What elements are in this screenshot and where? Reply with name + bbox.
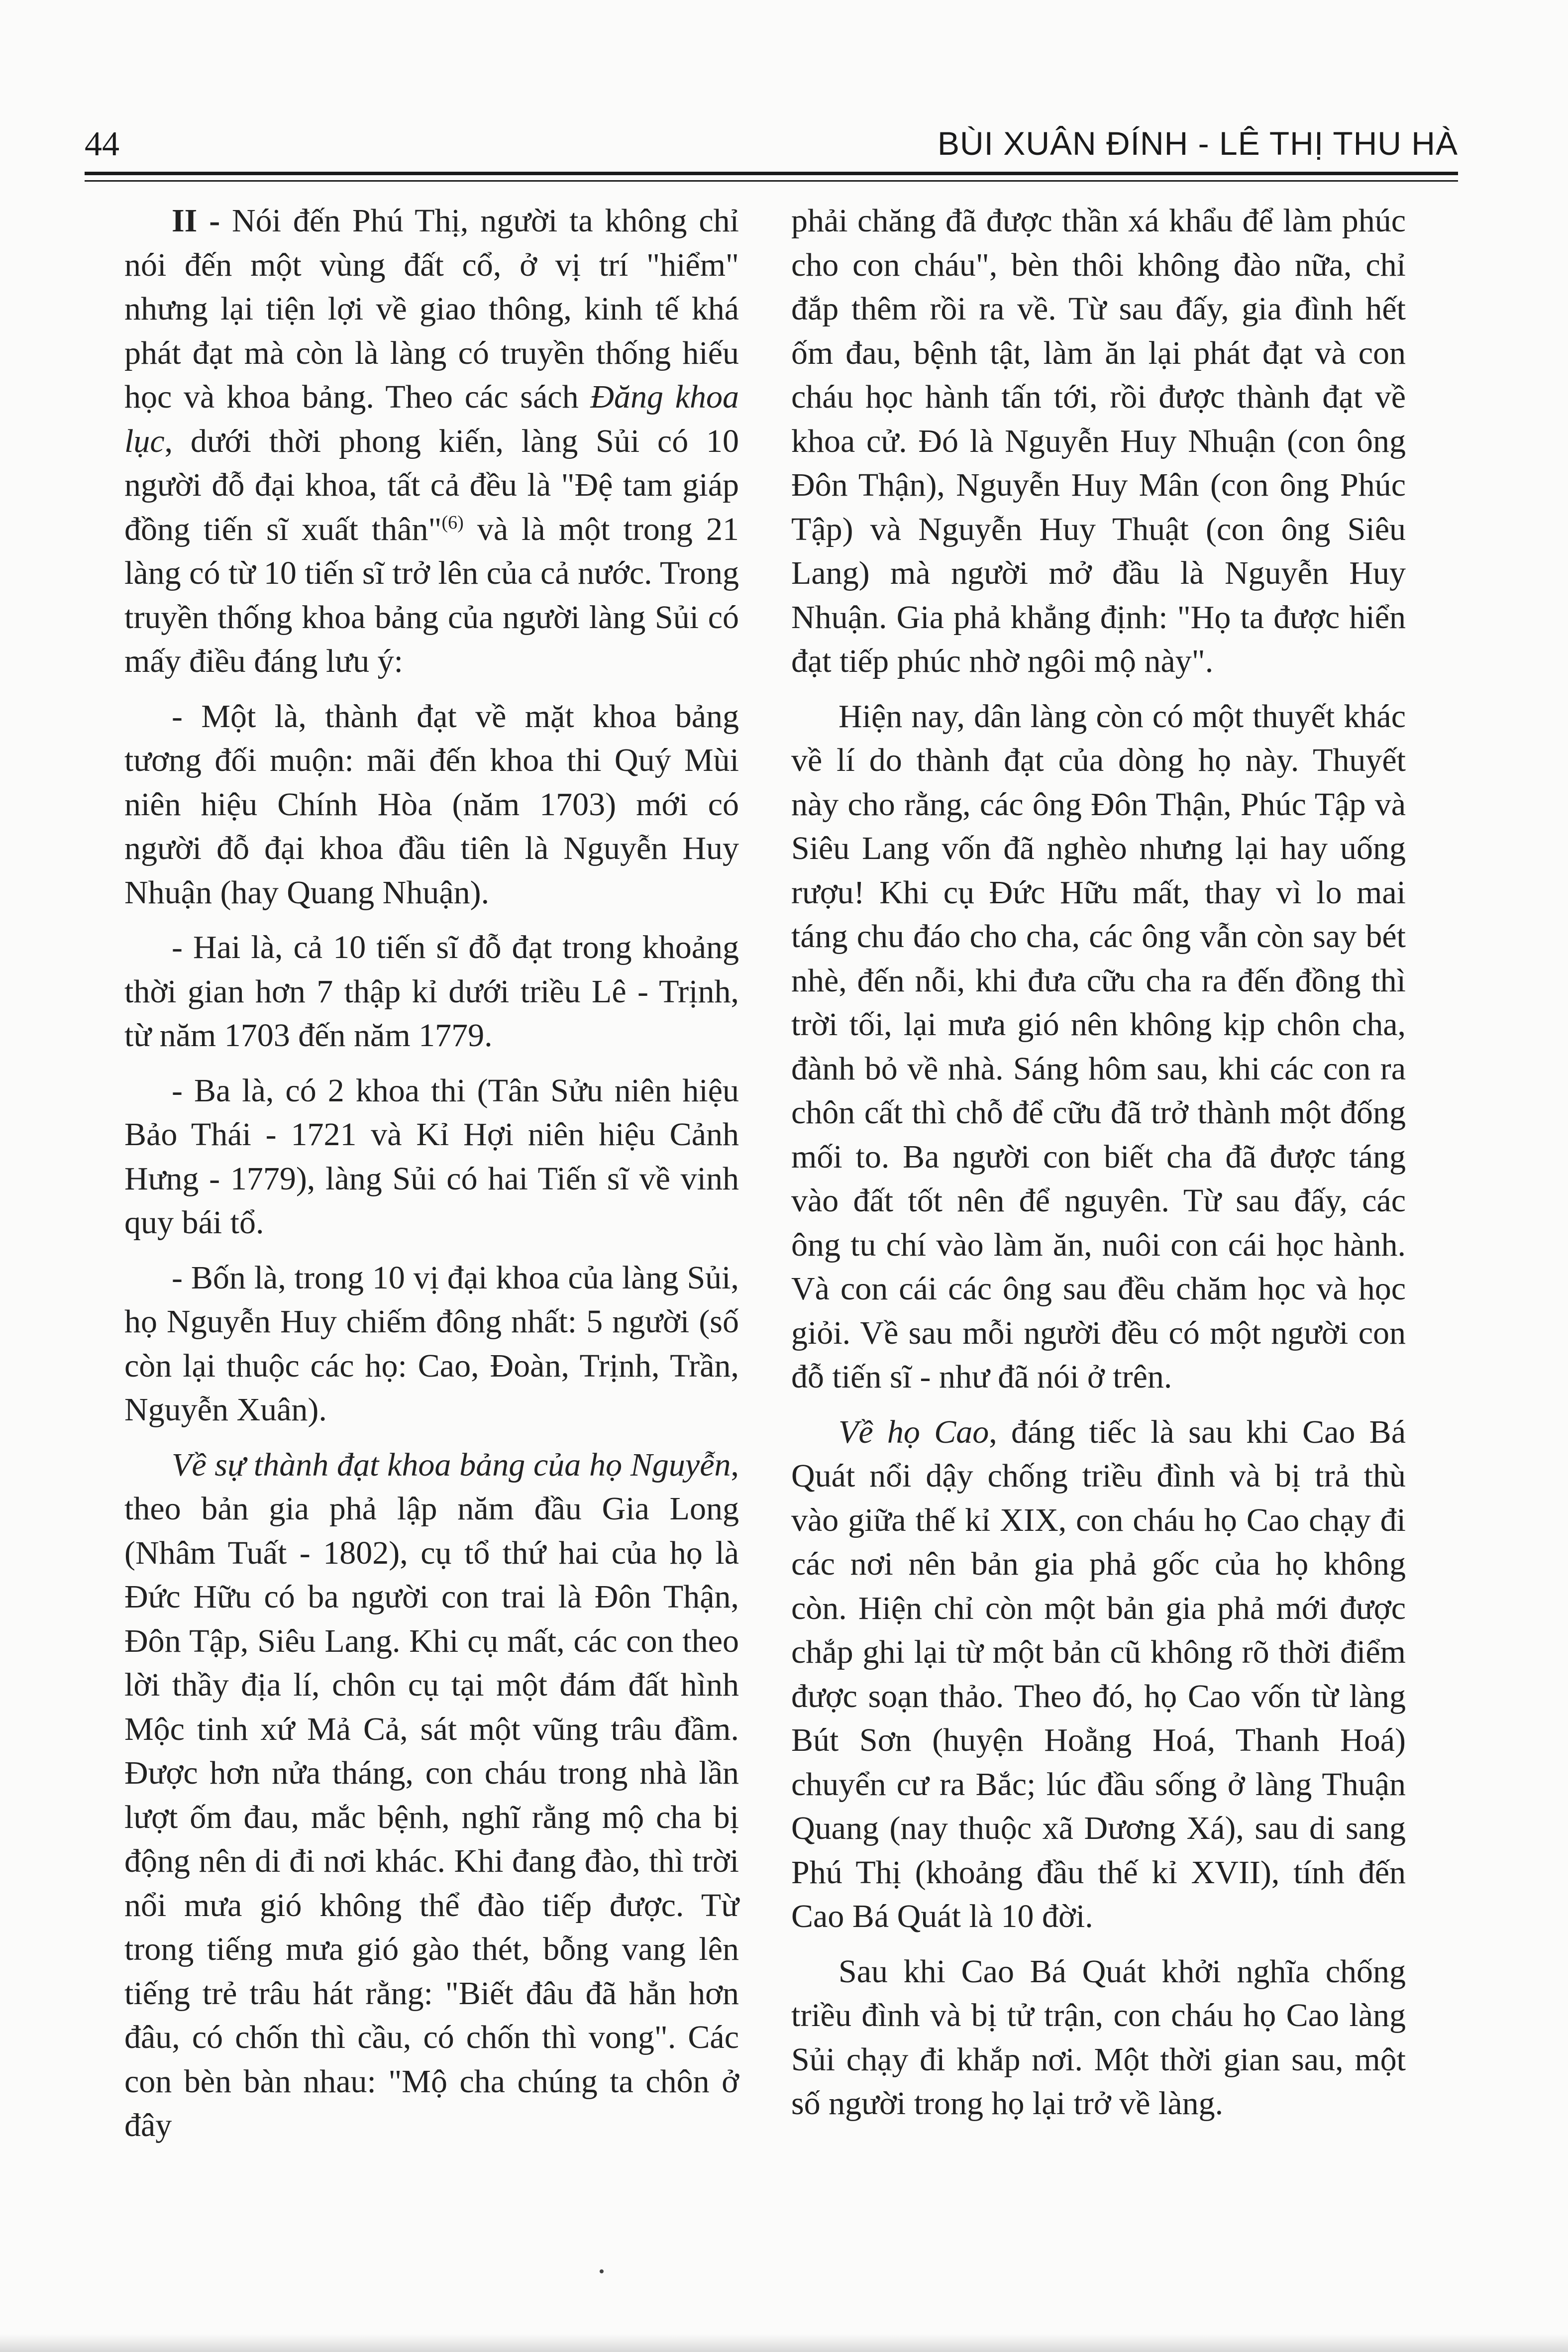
header-rule-thick [85,172,1458,175]
paragraph-text: và là một trong 21 làng có từ 10 tiến sĩ trở lên của cả nước. Trong truyền thống khoa bảng của người làng Sủi có mấy điều đáng lưu ý: [124,511,739,679]
paragraph-point-1: - Một là, thành đạt về mặt khoa bảng tương đối muộn: mãi đến khoa thi Quý Mùi niên hiệu Chính Hòa (năm 1703) mới có người đỗ đại khoa đầu tiên là Nguyễn Huy Nhuận (hay Quang Nhuận). [124,698,739,911]
print-speck [600,2269,604,2273]
paragraph-text: , dưới thời phong kiến, làng Sủi có 10 người đỗ đại khoa, tất cả đều là "Đệ tam giáp đồng tiến sĩ xuất thân" [124,423,739,547]
italic-heading: Về họ Cao [838,1413,989,1450]
scan-edge-shadow [0,2334,1568,2352]
footnote-marker: (6) [441,512,464,533]
header-rule-thin [85,180,1458,182]
paragraph-point-3: - Ba là, có 2 khoa thi (Tân Sửu niên hiệu Bảo Thái - 1721 và Kỉ Hợi niên hiệu Cảnh Hưng - 1779), làng Sủi có hai Tiến sĩ về vinh quy bái tổ. [124,1072,739,1241]
book-title: Đăng khoa lục [124,379,739,459]
paragraph-intro [124,199,739,684]
paragraph-text: Nói đến Phú Thị, người ta không chỉ nói đến một vùng đất cổ, ở vị trí "hiểm" nhưng lại tiện lợi về giao thông, kinh tế khá phát đạt mà còn là làng có truyền thống hiếu học và khoa bảng. Theo các sách [124,203,739,415]
italic-heading: Về sự thành đạt khoa bảng của họ Nguyễn [172,1446,731,1483]
paragraph-point-2: - Hai là, cả 10 tiến sĩ đỗ đạt trong khoảng thời gian hơn 7 thập kỉ dưới triều Lê - Trịnh, từ năm 1703 đến năm 1779. [124,929,739,1054]
paragraph-point-4: - Bốn là, trong 10 vị đại khoa của làng Sủi, họ Nguyễn Huy chiếm đông nhất: 5 người (số còn lại thuộc các họ: Cao, Đoàn, Trịnh, Trần, Nguyễn Xuân). [124,1259,739,1428]
section-marker: II - [172,203,220,239]
paragraph-text: , theo bản gia phả lập năm đầu Gia Long (Nhâm Tuất - 1802), cụ tổ thứ hai của họ là Đức Hữu có ba người con trai là Đôn Thận, Đôn Tập, Siêu Lang. Khi cụ mất, các con theo lời thầy địa lí, chôn cụ tại một đám đất hình Mộc tinh xứ Mả Cả, sát một vũng trâu đầm. Được hơn nửa tháng, con cháu trong nhà lần lượt ốm đau, mắc bệnh, nghĩ rằng mộ cha bị động nên di đi nơi khác. Khi đang đào, thì trời nổi mưa gió không thể đào tiếp được. Từ trong tiếng mưa gió gào thét, bỗng vang lên tiếng trẻ trâu hát rằng: "Biết đâu đã hẳn hơn đâu, có chốn thì cầu, có chốn thì vong". Các con bèn bàn nhau: "Mộ cha chúng ta chôn ở đây [124,1446,739,2143]
paragraph-alternate-theory: Hiện nay, dân làng còn có một thuyết khác về lí do thành đạt của dòng họ này. Thuyết này cho rằng, các ông Đôn Thận, Phúc Tập và Siêu Lang vốn đã nghèo nhưng lại hay uống rượu! Khi cụ Đức Hữu mất, thay vì lo mai táng chu đáo cho cha, các ông vẫn còn say bét nhè, đến nỗi, khi đưa cữu cha ra đến đồng thì trời tối, lại mưa gió nên không kịp chôn cha, đành bỏ về nhà. Sáng hôm sau, khi các con ra chôn cất thì chỗ để cữu đã trở thành một đống mối to. Ba người con biết cha đã được táng vào đất tốt nên để nguyên. Từ sau đấy, các ông tu chí vào làm ăn, nuôi con cái học hành. Và con cái các ông sau đều chăm học và học giỏi. Về sau mỗi người đều có một người con đỗ tiến sĩ - như đã nói ở trên. [791,698,1406,1395]
paragraph-cao-uprising: Sau khi Cao Bá Quát khởi nghĩa chống triều đình và bị tử trận, con cháu họ Cao làng Sủi chạy đi khắp nơi. Một thời gian sau, một số người trong họ lại trở về làng. [791,1953,1406,2122]
paragraph-cao-family [791,1410,1406,1939]
right-column [791,199,1406,2215]
page-header [85,124,1458,169]
left-column [124,199,739,2215]
paragraph-continued: phải chăng đã được thần xá khẩu để làm phúc cho con cháu", bèn thôi không đào nữa, chỉ đắp thêm rồi ra về. Từ sau đấy, gia đình hết ốm đau, bệnh tật, làm ăn lại phát đạt và con cháu học hành tấn tới, rồi được thành đạt về khoa cử. Đó là Nguyễn Huy Nhuận (con ông Đôn Thận), Nguyễn Huy Mân (con ông Phúc Tập) và Nguyễn Huy Thuật (con ông Siêu Lang) mà người mở đầu là Nguyễn Huy Nhuận. Gia phả khẳng định: "Họ ta được hiển đạt tiếp phúc nhờ ngôi mộ này". [791,203,1406,679]
paragraph-text: , đáng tiếc là sau khi Cao Bá Quát nổi dậy chống triều đình và bị trả thù vào giữa thế kỉ XIX, con cháu họ Cao chạy đi các nơi nên bản gia phả gốc của họ không còn. Hiện chỉ còn một bản gia phả mới được chắp ghi lại từ một bản cũ không rõ thời điểm được soạn thảo. Theo đó, họ Cao vốn từ làng Bút Sơn (huyện Hoằng Hoá, Thanh Hoá) chuyển cư ra Bắc; lúc đầu sống ở làng Thuận Quang (nay thuộc xã Dương Xá), sau di sang Phú Thị (khoảng đầu thế kỉ XVII), tính đến Cao Bá Quát là 10 đời. [791,1413,1406,1934]
paragraph-nguyen-family [124,1443,739,2148]
page-number: 44 [85,125,119,163]
running-head: BÙI XUÂN ĐÍNH - LÊ THỊ THU HÀ [937,125,1458,162]
